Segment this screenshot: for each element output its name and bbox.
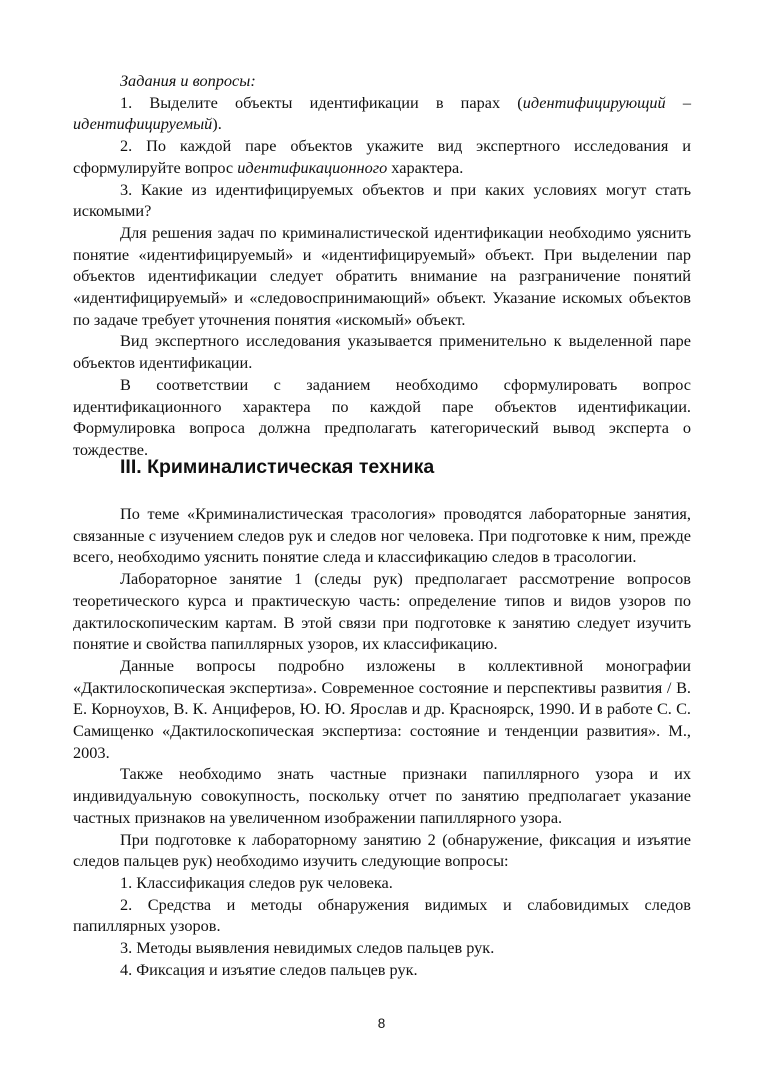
paragraph: В соответствии с заданием необходимо сформулировать вопрос идентификационного характера по каждой паре объектов идентификации. Формулировка вопроса должна предполагать категорический вывод эксперта о тождестве. [73,374,691,459]
paragraph: При подготовке к лабораторному занятию 2 (обнаружение, фиксация и изъятие следов пальцев рук) необходимо изучить следующие вопросы: [73,829,691,871]
paragraph: Лабораторное занятие 1 (следы рук) предполагает рассмотрение вопросов теоретического курса и практическую часть: определение типов и видов узоров по дактилоскопическим картам. В этой связи при подготовке к занятию следует изучить понятие и свойства папиллярных узоров, их классификацию. [73,569,691,654]
question-3: 3. Какие из идентифицируемых объектов и при каких условиях могут стать искомыми? [73,179,691,221]
page-number: 8 [377,1016,386,1031]
section-heading: III. Криминалистическая техника [120,456,435,478]
tasks-block [73,70,691,461]
question-1: 1. Выделите объекты идентификации в парах (идентифицирующий – идентифицируемый). [73,92,691,134]
list-item: 3. Методы выявления невидимых следов пальцев рук. [120,938,495,958]
paragraph: Вид экспертного исследования указывается применительно к выделенной паре объектов идентификации. [73,331,691,373]
list-item: 4. Фиксация и изъятие следов пальцев рук. [120,959,418,979]
paragraph: Данные вопросы подробно изложены в коллективной монографии «Дактилоскопическая экспертиза». Современное состояние и перспективы развития / В. Е. Корноухов, В. К. Анциферов, Ю. Ю. Ярослав и др. Красноярск, 1990. И в работе С. С. Самищенко «Дактилоскопическая экспертиза: состояние и тенденции развития». М., 2003. [73,655,691,762]
tasks-heading: Задания и вопросы: [120,71,256,90]
list-item: 2. Средства и методы обнаружения видимых и слабовидимых следов папиллярных узоров. [73,894,691,936]
list-item: 1. Классификация следов рук человека. [120,872,393,892]
lab-block [73,503,691,980]
paragraph: Для решения задач по криминалистической идентификации необходимо уяснить понятие «идентифицируемый» и «идентифицируемый» объект. При выделении пар объектов идентификации следует обратить внимание на разграничение понятий «идентифицируемый» и «следовоспринимающий» объект. Указание искомых объектов по задаче требует уточнения понятия «искомый» объект. [73,222,691,329]
paragraph: Также необходимо знать частные признаки папиллярного узора и их индивидуальную совокупность, поскольку отчет по занятию предполагает указание частных признаков на увеличенном изображении папиллярного узора. [73,764,691,827]
question-2: 2. По каждой паре объектов укажите вид экспертного исследования и сформулируйте вопрос идентификационного характера. [73,136,691,177]
paragraph: По теме «Криминалистическая трасология» проводятся лабораторные занятия, связанные с изучением следов рук и следов ног человека. При подготовке к ним, прежде всего, необходимо уяснить понятие следа и классификацию следов в трасологии. [73,504,691,567]
